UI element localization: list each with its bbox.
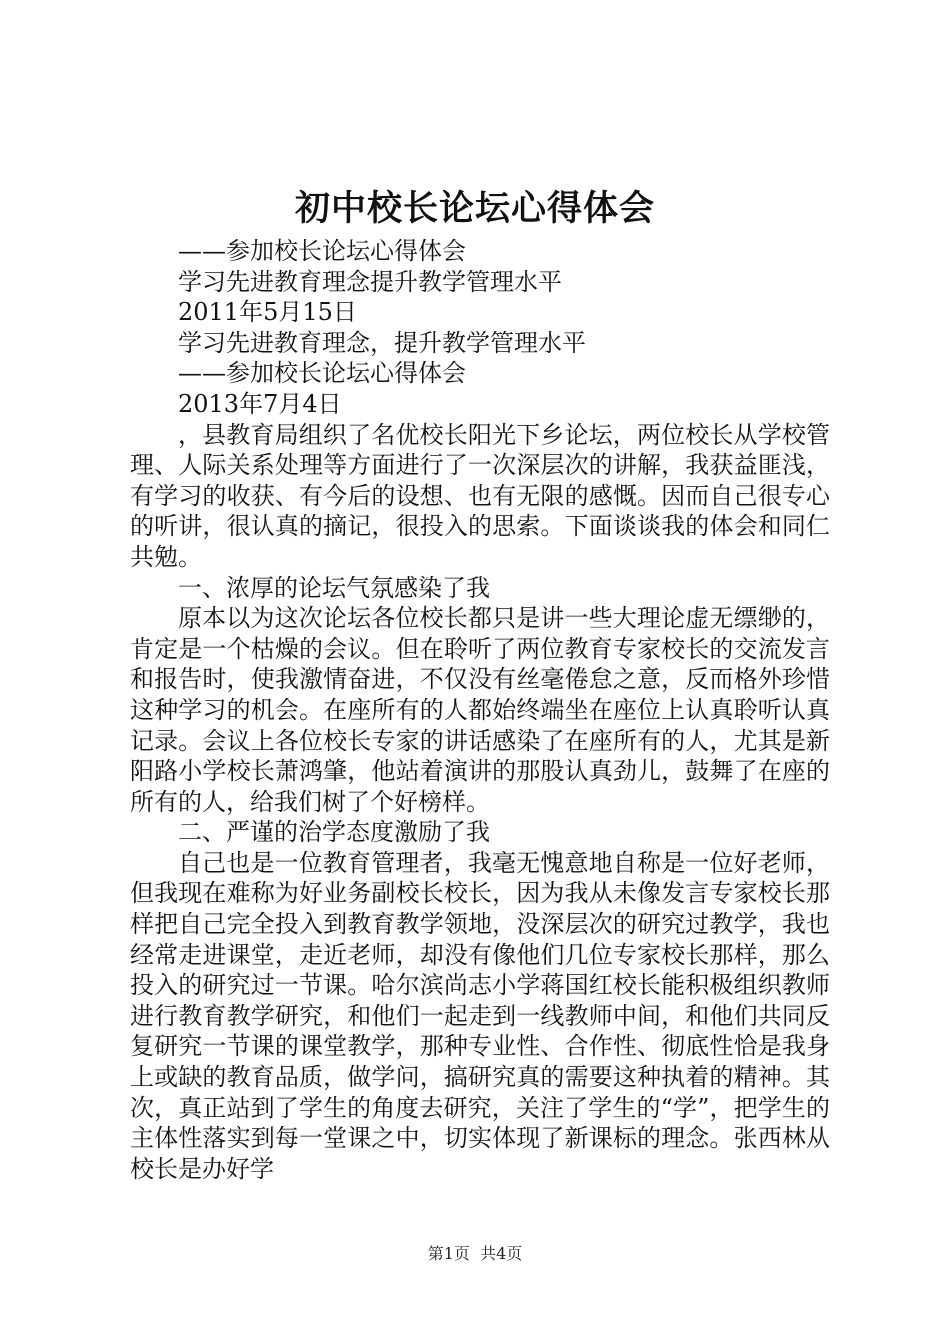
- document-body: [130, 236, 830, 1184]
- body-paragraph: ，县教育局组织了名优校长阳光下乡论坛，两位校长从学校管理、人际关系处理等方面进行了一次深层次的讲解，我获益匪浅，有学习的收获、有今后的设想、也有无限的感慨。因而自己很专心的听讲，很认真的摘记，很投入的思索。下面谈谈我的体会和同仁共勉。: [130, 420, 830, 571]
- date-line: 2013年7月4日: [178, 389, 342, 418]
- date-line: 2011年5月15日: [178, 298, 357, 327]
- subheading-line: 学习先进教育理念提升教学管理水平: [178, 267, 562, 296]
- page-number: 第1页 共4页: [427, 1244, 523, 1263]
- document-title: 初中校长论坛心得体会: [294, 188, 655, 229]
- subtitle-line: ——参加校长论坛心得体会: [178, 237, 466, 265]
- section-heading: 二、严谨的治学态度激励了我: [178, 818, 490, 847]
- body-paragraph: 自己也是一位教育管理者，我毫无愧意地自称是一位好老师，但我现在难称为好业务副校长校长，因为我从未像发言专家校长那样把自己完全投入到教育教学领地，没深层次的研究过教学，我也经常走进课堂，走近老师，却没有像他们几位专家校长那样，那么投入的研究过一节课。哈尔滨尚志小学蒋国红校长能积极组织教师进行教育教学研究，和他们一起走到一线教师中间，和他们共同反复研究一节课的课堂教学，那种专业性、合作性、彻底性恰是我身上或缺的教育品质，做学问，搞研究真的需要这种执着的精神。其次，真正站到了学生的角度去研究，关注了学生的“学”，把学生的主体性落实到每一堂课之中，切实体现了新课标的理念。张西林从校长是办好学: [130, 848, 830, 1183]
- page-footer: [0, 1244, 950, 1264]
- subtitle-line: ——参加校长论坛心得体会: [178, 359, 466, 388]
- section-heading: 一、浓厚的论坛气氛感染了我: [178, 573, 490, 602]
- subheading-line: 学习先进教育理念，提升教学管理水平: [178, 328, 586, 357]
- body-paragraph: 原本以为这次论坛各位校长都只是讲一些大理论虚无缥缈的，肯定是一个枯燥的会议。但在聆听了两位教育专家校长的交流发言和报告时，使我激情奋进，不仅没有丝毫倦怠之意，反而格外珍惜这种学习的机会。在座所有的人都始终端坐在座位上认真聆听认真记录。会议上各位校长专家的讲话感染了在座所有的人，尤其是新阳路小学校长萧鸿肇，他站着演讲的那股认真劲儿，鼓舞了在座的所有的人，给我们树了个好榜样。: [130, 604, 830, 816]
